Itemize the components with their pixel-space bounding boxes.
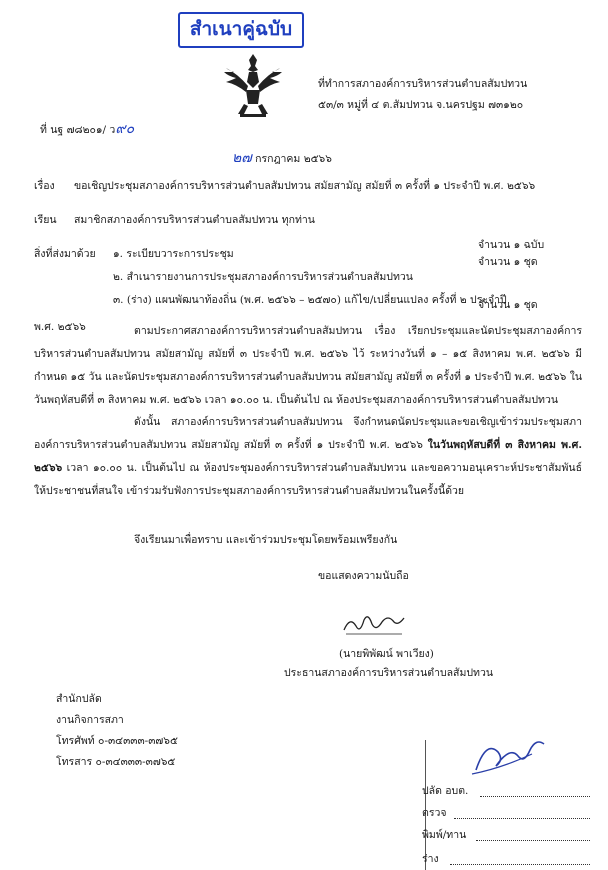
routing-item: ร่าง	[422, 853, 439, 865]
footer-phone: โทรศัพท์ ๐-๓๔๓๓๓-๓๗๖๕	[56, 735, 178, 747]
initial-scribble-icon	[470, 730, 550, 781]
body-paragraph-3: จึงเรียนมาเพื่อทราบ และเข้าร่วมประชุมโดยพร้อมเพรียงกัน	[134, 534, 398, 546]
routing-item: ปลัด อบต.	[422, 785, 469, 797]
enclosure-item: ๑. ระเบียบวาระการประชุม	[113, 248, 234, 260]
letter-date: ๒๗ กรกฎาคม ๒๕๖๖	[232, 150, 332, 166]
enclosure-qty: จำนวน ๑ ฉบับ	[478, 239, 545, 251]
footer-fax: โทรสาร ๐-๓๔๓๓๓-๓๗๖๕	[56, 756, 176, 768]
routing-line	[454, 818, 590, 819]
body-paragraph-1: ตามประกาศสภาองค์การบริหารส่วนตำบลสัมปทวน เรื่อง เรียกประชุมและนัดประชุมสภาองค์การบริหารส่วนตำบลสัมปทวน สมัยสามัญ สมัยที่ ๓ ประจำปี พ.ศ. ๒๕๖๖ ไว้ ระหว่างวันที่ ๑ – ๑๕ สิงหาคม พ.ศ. ๒๕๖๖ มีกำหนด ๑๕ วัน และนัดประชุมสภาองค์การบริหารส่วนตำบลสัมปทวน สมัยสามัญ สมัยที่ ๓ ครั้งที่ ๑ ประจำปี พ.ศ. ๒๕๖๖ ในวันพฤหัสบดีที่ ๓ สิงหาคม พ.ศ. ๒๕๖๖ เวลา ๑๐.๐๐ น. เป็นต้นไป ณ ห้องประชุมสภาองค์การบริหารส่วนตำบลสัมปทวน	[34, 325, 582, 406]
garuda-emblem-icon	[222, 50, 284, 122]
footer-unit: งานกิจการสภา	[56, 714, 124, 726]
subject-text: ขอเชิญประชุมสภาองค์การบริหารส่วนตำบลสัมปทวน สมัยสามัญ สมัยที่ ๓ ครั้งที่ ๑ ประจำปี พ.ศ. ๒๕๖๖	[74, 180, 536, 192]
enclosure-item: พ.ศ. ๒๕๖๖	[34, 321, 86, 333]
routing-line	[450, 864, 590, 865]
enclosure-item: ๒. สำเนารายงานการประชุมสภาองค์การบริหารส่วนตำบลสัมปทวน	[113, 271, 413, 283]
meeting-date-emphasis: ในวันพฤหัสบดีที่ ๓ สิงหาคม พ.ศ. ๒๕๖๖	[34, 439, 583, 474]
enclosure-qty: จำนวน ๑ ชุด	[478, 299, 538, 311]
routing-line	[480, 796, 590, 797]
routing-item: ตรวจ	[422, 807, 447, 819]
enclosure-qty: จำนวน ๑ ชุด	[478, 256, 538, 268]
enclosures-label: สิ่งที่ส่งมาด้วย	[34, 248, 96, 260]
to-label: เรียน	[34, 214, 57, 226]
signer-title: ประธานสภาองค์การบริหารส่วนตำบลสัมปทวน	[284, 667, 494, 679]
enclosure-item: ๓. (ร่าง) แผนพัฒนาท้องถิ่น (พ.ศ. ๒๕๖๖ – ๒๕๗๐) แก้ไข/เปลี่ยนแปลง ครั้งที่ ๒ ประจำปี	[113, 294, 507, 306]
closing: ขอแสดงความนับถือ	[318, 570, 409, 582]
body-paragraph-2: ดังนั้น สภาองค์การบริหารส่วนตำบลสัมปทวน จึงกำหนดนัดประชุมและขอเชิญเข้าร่วมประชุมสภาองค์การบริหารส่วนตำบลสัมปทวน สมัยสามัญ สมัยที่ ๓ ครั้งที่ ๑ ประจำปี พ.ศ. ๒๕๖๖ ในวันพฤหัสบดีที่ ๓ สิงหาคม พ.ศ. ๒๕๖๖ เวลา ๑๐.๐๐ น. เป็นต้นไป ณ ห้องประชุมองค์การบริหารส่วนตำบลสัมปทวน และขอความอนุเคราะห์ประชาสัมพันธ์ให้ประชาชนที่สนใจ เข้าร่วมรับฟังการประชุมสภาองค์การบริหารส่วนตำบลสัมปทวนในครั้งนี้ด้วย	[34, 416, 583, 497]
reference-number: ที่ นฐ ๗๘๒๐๑/ ว๙๐	[40, 121, 135, 137]
routing-item: พิมพ์/ทาน	[422, 829, 467, 841]
office-address: ๕๓/๓ หมู่ที่ ๔ ต.สัมปทวน จ.นครปฐม ๗๓๑๒๐	[318, 99, 524, 111]
copy-stamp: สำเนาคู่ฉบับ	[178, 12, 304, 48]
signer-name: (นายพิพัฒน์ พาเวียง)	[339, 648, 434, 660]
office-name: ที่ทำการสภาองค์การบริหารส่วนตำบลสัมปทวน	[318, 78, 528, 90]
signature-icon	[340, 610, 410, 641]
to-text: สมาชิกสภาองค์การบริหารส่วนตำบลสัมปทวน ทุกท่าน	[74, 214, 315, 226]
routing-line	[476, 840, 590, 841]
subject-label: เรื่อง	[34, 180, 55, 192]
footer-department: สำนักปลัด	[56, 693, 102, 705]
